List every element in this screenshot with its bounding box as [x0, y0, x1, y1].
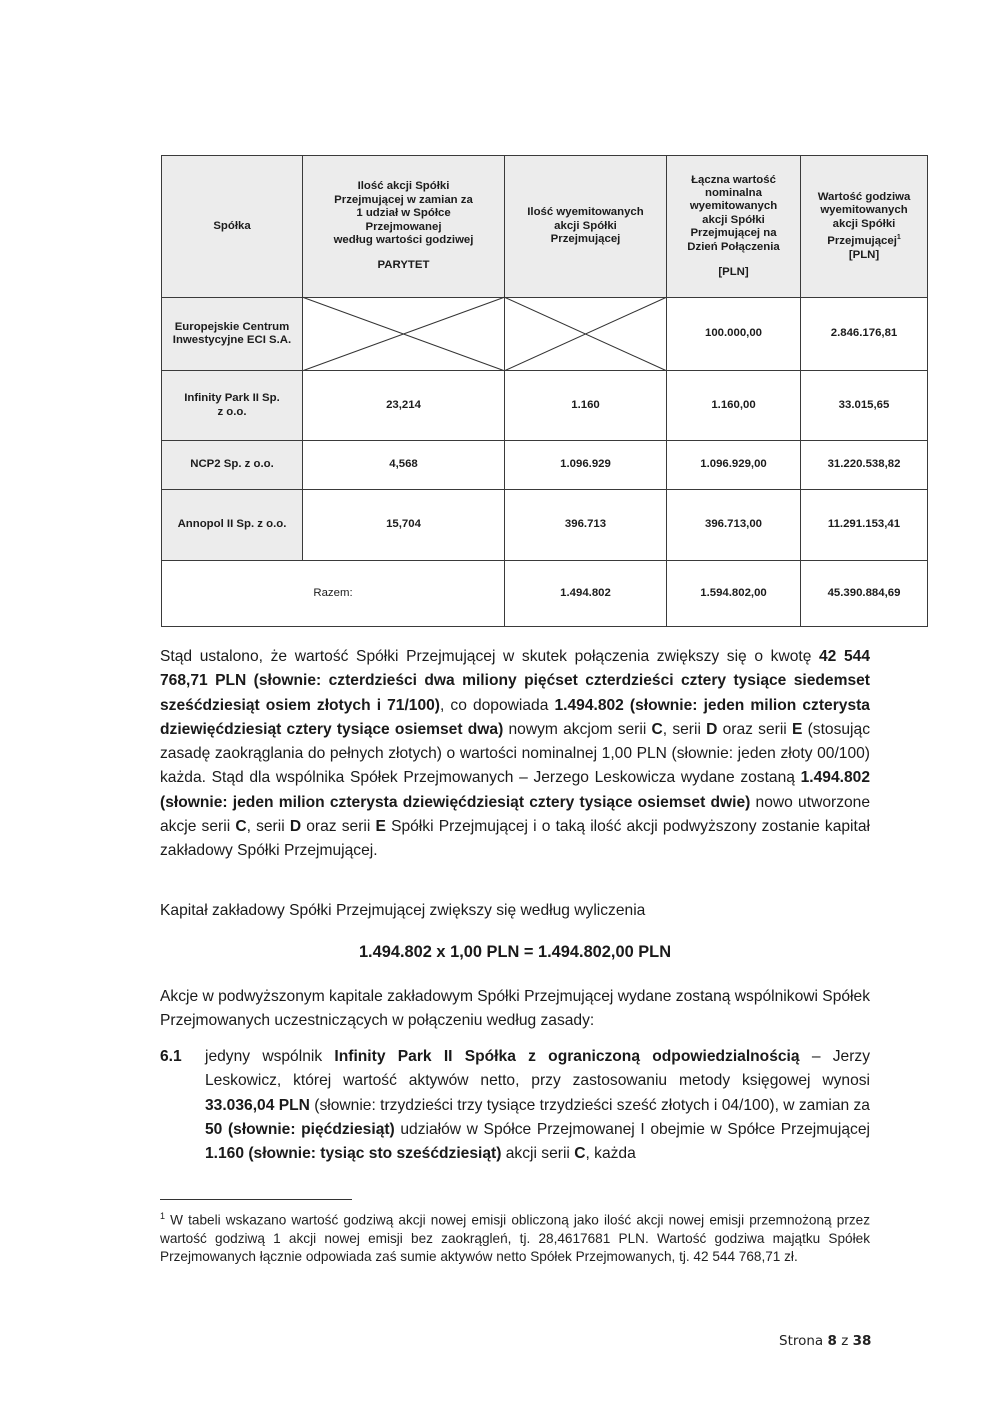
footnote-text: W tabeli wskazano wartość godziwą akcji nowej emisji obliczoną jako ilość akcji nowej emisji przemnożoną przez wartość godziwą 1 akcji nowej emisji bez zaokrągleń, tj. 28,4617681 PLN. Wartość godziwa majątku Spółek Przejmowanych łącznie odpowiada zaś sumie aktywów netto Spółek Przejmowanych, tj. 42 544 768,71 zł. [160, 1212, 870, 1265]
header-line: wyemitowanych [820, 204, 908, 217]
page-number [779, 1333, 871, 1349]
table-row-company [161, 440, 303, 490]
header-company-label: Spółka [213, 219, 251, 232]
cross-out-icon [504, 297, 667, 371]
valuation-text-run: , co dopowiada [440, 696, 555, 714]
parity-value: 15,704 [386, 518, 421, 531]
header-unit: [PLN] [718, 266, 749, 279]
page-prefix: Strona [779, 1333, 824, 1349]
table-cell-fair [800, 370, 928, 441]
item-text-bold-run: 33.036,04 PLN [205, 1096, 310, 1114]
valuation-text-run: oraz serii [301, 818, 376, 836]
issued-value: 1.160 [571, 398, 600, 411]
valuation-text-bold-run: E [375, 818, 386, 836]
header-line: akcji Spółki [554, 219, 617, 232]
header-line [827, 231, 901, 248]
table-row-company [161, 370, 303, 441]
capital-intro-text: Kapitał zakładowy Spółki Przejmującej zwiększy się według wyliczenia [160, 902, 646, 919]
valuation-text-run: nowo utworzone akcje serii [160, 793, 871, 836]
page-separator: z [841, 1333, 849, 1349]
table-cell-parity [302, 370, 505, 441]
header-line: akcji Spółki [702, 213, 765, 226]
fair-value: 33.015,65 [838, 398, 890, 411]
table-cell-nominal [666, 489, 801, 561]
table-cell-issued [504, 370, 667, 441]
header-line: nominalna [705, 186, 762, 199]
item-text-bold-run: Infinity Park II Spółka z ograniczoną odpowiedzialnością [334, 1048, 800, 1065]
table-cell-fair [800, 489, 928, 561]
table-cell-fair [800, 297, 928, 371]
header-line: 1 udział w Spółce [356, 207, 451, 220]
item-text-run: udziałów w Spółce Przejmowanej I obejmie w Spółce Przejmującej [394, 1120, 870, 1138]
total-nominal-cell [666, 560, 801, 627]
list-item-6-1 [205, 1045, 870, 1166]
page-current: 8 [827, 1333, 837, 1349]
table-cell-nominal [666, 440, 801, 490]
item-text-run: – Jerzy Leskowicz, której wartość aktywów netto, przy zastosowaniu metody księgowej wynosi [205, 1048, 870, 1090]
valuation-text-run: Spółki Przejmującej i o taką ilość akcji podwyższony zostanie kapitał zakładowy Spółki Przejmującej. [160, 818, 870, 860]
table-row-company [161, 489, 303, 561]
total-issued-cell [504, 560, 667, 627]
paragraph-valuation [160, 645, 870, 864]
paragraph-allocation [160, 985, 870, 1034]
company-name: Europejskie Centrum Inwestycyjne ECI S.A. [172, 320, 292, 346]
header-line: Wartość godziwa [817, 191, 911, 204]
item-text-bold-run: 1.160 (słownie: tysiąc sto sześćdziesiąt) [205, 1145, 502, 1163]
header-issued [504, 155, 667, 298]
header-line: Przejmującej [550, 233, 621, 246]
total-nominal: 1.594.802,00 [700, 586, 767, 599]
total-issued: 1.494.802 [560, 586, 611, 599]
header-line: według wartości godziwej [333, 233, 474, 246]
cross-out-icon [302, 297, 505, 371]
valuation-text-bold-run: E [791, 720, 803, 738]
valuation-text-bold-run: 42 544 768,71 PLN (słownie: czterdzieści dwa miliony pięćset czterdzieści cztery tysiące siedemset sześćdziesiąt osiem złotych i 71/100) [160, 648, 870, 714]
header-line: Ilość akcji Spółki [357, 180, 450, 193]
header-line: Przejmującej w zamian za [334, 193, 473, 206]
nominal-value: 396.713,00 [704, 518, 762, 531]
table-row-company [161, 297, 303, 371]
header-company [161, 155, 303, 298]
allocation-text: Akcje w podwyższonym kapitale zakładowym Spółki Przejmującej wydane zostaną wspólnikowi Spółek Przejmowanych uczestniczących w połączeniu według zasady: [160, 988, 870, 1030]
valuation-text-bold-run: C [651, 720, 663, 738]
fair-value: 11.291.153,41 [827, 518, 901, 531]
valuation-text-bold-run: 1.494.802 (słownie: jeden milion czterysta dziewięćdziesiąt cztery tysiące osiemset dwie) [160, 769, 870, 811]
table-cell-nominal [666, 370, 801, 441]
table-cell-parity [302, 440, 505, 490]
footnote-ref: 1 [896, 234, 901, 242]
page-total: 38 [852, 1333, 872, 1349]
table-cell-issued [504, 440, 667, 490]
footnote [160, 1207, 870, 1267]
nominal-value: 100.000,00 [704, 327, 762, 340]
total-label: Razem: [313, 586, 353, 599]
item-text-bold-run: 50 (słownie: pięćdziesiąt) [205, 1120, 395, 1138]
item-text-run: akcji serii [501, 1145, 575, 1163]
paragraph-capital-intro [160, 899, 870, 923]
crossed-cell-issued [504, 297, 667, 371]
item-text-run: , każda [585, 1145, 636, 1163]
table-cell-parity [302, 489, 505, 561]
formula-text: 1.494.802 x 1,00 PLN = 1.494.802,00 PLN [358, 943, 672, 961]
header-line: Łączna wartość [691, 173, 776, 186]
header-parity [302, 155, 505, 298]
table-cell-fair [800, 440, 928, 490]
header-line: Ilość wyemitowanych [527, 206, 644, 219]
total-fair: 45.390.884,69 [827, 586, 901, 599]
item-text-run: jedyny wspólnik [205, 1048, 335, 1065]
crossed-cell-parity [302, 297, 505, 371]
valuation-text-run: , serii [662, 720, 707, 738]
issued-value: 396.713 [564, 518, 607, 531]
nominal-value: 1.096.929,00 [700, 458, 767, 471]
header-unit: [PLN] [848, 248, 880, 261]
header-line: Dzień Połączenia [687, 240, 780, 253]
parity-value: 23,214 [386, 398, 421, 411]
item-text-run: (słownie: trzydzieści trzy tysiące trzydzieści sześć złotych i 04/100), w zamian za [309, 1096, 870, 1114]
valuation-text-bold-run: D [706, 720, 718, 738]
share-exchange-table [161, 155, 928, 627]
header-line: Przejmującej na [690, 227, 777, 240]
header-fair-value [800, 155, 928, 298]
item-number: 6.1 [160, 1048, 182, 1065]
fair-value: 2.846.176,81 [830, 327, 898, 340]
fair-value: 31.220.538,82 [827, 458, 901, 471]
header-line: akcji Spółki [832, 217, 896, 230]
item-text-bold-run: C [574, 1145, 586, 1163]
total-fair-cell [800, 560, 928, 627]
header-line: Przejmowanej [365, 220, 442, 233]
table-cell-nominal [666, 297, 801, 371]
header-line: wyemitowanych [689, 200, 778, 213]
total-label-cell [161, 560, 505, 627]
parity-label: PARYTET [377, 259, 430, 272]
issued-value: 1.096.929 [560, 458, 611, 471]
header-nominal [666, 155, 801, 298]
valuation-text-run: oraz serii [717, 720, 792, 738]
valuation-text-bold-run: D [289, 818, 302, 836]
valuation-text-bold-run: C [235, 818, 247, 836]
valuation-text-bold-run: 1.494.802 (słownie: jeden milion czterysta dziewięćdziesiąt cztery tysiące osiemset dwa) [160, 696, 870, 738]
footnote-mark: 1 [160, 1211, 166, 1221]
capital-formula [160, 940, 870, 964]
header-line-text: Przejmującej [827, 235, 897, 248]
company-name: NCP2 Sp. z o.o. [190, 458, 274, 471]
footnote-separator [160, 1199, 352, 1200]
valuation-text-run: , serii [246, 818, 290, 836]
company-name: Annopol II Sp. z o.o. [177, 518, 287, 531]
table-cell-issued [504, 489, 667, 561]
valuation-text-run: Stąd ustalono, że wartość Spółki Przejmującej w skutek połączenia zwiększy się o kwotę [160, 648, 819, 665]
company-name: Infinity Park II Sp. z o.o. [184, 392, 280, 418]
valuation-text-run: nowym akcjom serii [503, 720, 652, 738]
parity-value: 4,568 [389, 458, 418, 471]
nominal-value: 1.160,00 [711, 398, 756, 411]
valuation-text-run: (stosując zasadę zaokrąglania do pełnych złotych) o wartości nominalnej 1,00 PLN (słownie: jeden złoty 00/100) każda. Stąd dla wspólnika Spółek Przejmowanych – Jerzego Leskowicza wydane zostaną [160, 720, 870, 787]
